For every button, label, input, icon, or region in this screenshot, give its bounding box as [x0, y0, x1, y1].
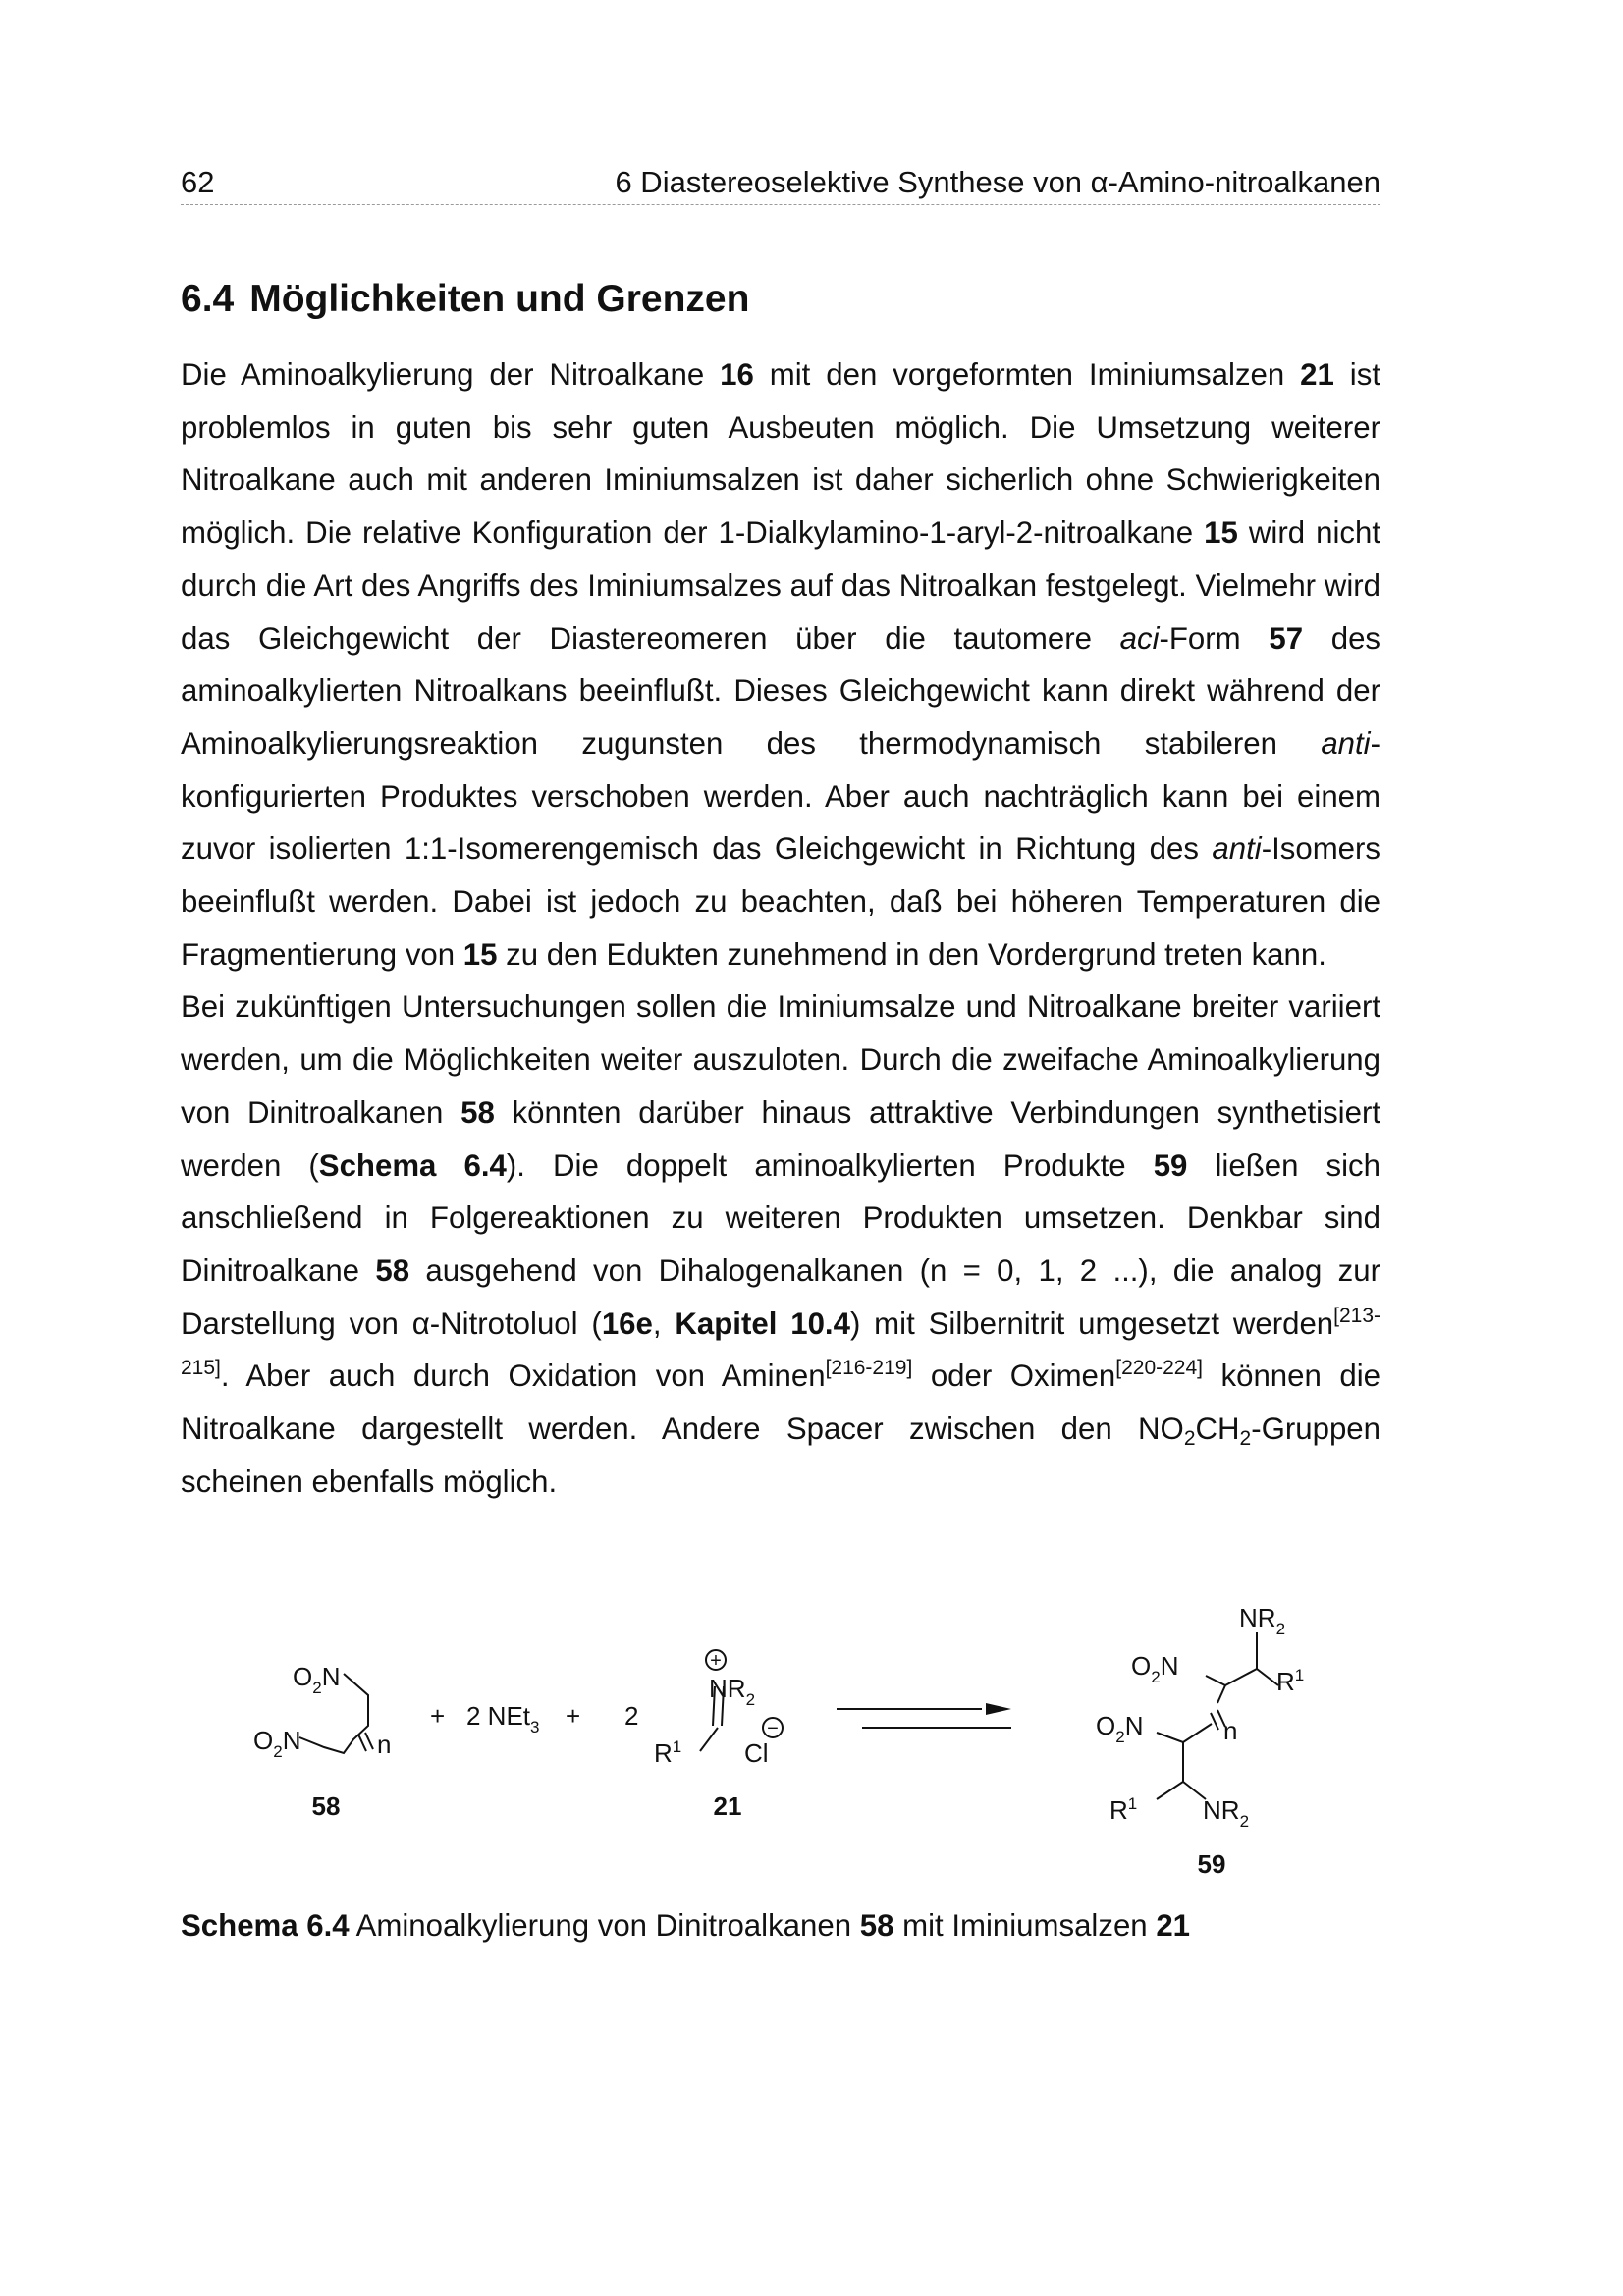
compound-ref: 58	[375, 1253, 410, 1288]
text-run: ausgehend von Dihalogenalkanen (n = 0, 1, 2 ...), die analog zur Darstellung von α-Nitrotoluol (	[181, 1253, 1380, 1341]
compound-ref: 15	[462, 936, 498, 972]
chapter-ref: Kapitel 10.4	[675, 1306, 850, 1341]
bond	[700, 1728, 718, 1751]
italic-term: anti	[1321, 725, 1371, 761]
text-run: ,	[652, 1306, 676, 1341]
compound-ref: 16e	[601, 1306, 653, 1341]
caption-label: Schema 6.4	[181, 1908, 350, 1943]
section-number: 6.4	[181, 278, 235, 320]
citation: [220-224]	[1115, 1357, 1203, 1380]
text-run: könnten darüber hinaus attraktive Verbindungen synthetisiert werden (	[181, 1095, 1380, 1183]
compound-ref: 57	[1269, 620, 1304, 656]
arrowhead	[986, 1703, 1011, 1715]
bond	[1257, 1632, 1278, 1685]
text-run: können die Nitroalkane dargestellt werden. Andere Spacer zwischen den NO	[181, 1359, 1380, 1447]
text-run: mit den vorgeformten Iminiumsalzen	[753, 357, 1301, 392]
index-label: n	[377, 1730, 392, 1759]
text-run: . Aber auch durch Oxidation von Aminen	[220, 1359, 826, 1394]
text-run: CH	[1195, 1412, 1240, 1447]
text-run: ) mit Silbernitrit umgesetzt werden	[849, 1306, 1334, 1341]
bond	[365, 1733, 373, 1749]
text-run: wird nicht durch die Art des Angriffs des Iminiumsalzes auf das Nitroalkan festgelegt. Vielmehr wird das Gleichgewicht der Diastereomeren über die tautomere	[181, 515, 1380, 656]
paragraph-2	[181, 981, 1380, 1508]
running-title: 6 Diastereoselektive Synthese von α-Amino-nitroalkanen	[615, 165, 1380, 199]
reagent-label: 2 NEt$_3$	[466, 1701, 540, 1736]
atom-label: $R^1$	[1276, 1666, 1305, 1696]
plus-sign: +	[430, 1701, 446, 1731]
scheme-ref: Schema 6.4	[318, 1148, 507, 1183]
citation: [213-215]	[181, 1304, 1381, 1380]
paragraph-1	[181, 348, 1380, 981]
bond	[1211, 1713, 1218, 1730]
compound-ref: 21	[1300, 357, 1334, 392]
text-run: oder Oximen	[912, 1359, 1116, 1394]
italic-term: anti	[1212, 831, 1262, 867]
compound-ref: 15	[1204, 515, 1238, 551]
atom-label: $NR_2$	[709, 1674, 756, 1709]
reaction-scheme	[0, 1580, 1623, 1895]
compound-ref: 16	[720, 357, 754, 392]
caption-text: mit Iminiumsalzen	[893, 1908, 1157, 1943]
running-header	[181, 161, 1380, 205]
atom-label: $O_2N$	[293, 1662, 341, 1697]
text-run: Die Aminoalkylierung der Nitroalkane	[181, 357, 721, 392]
text-run: zu den Edukten zunehmend in den Vordergrund treten kann.	[497, 936, 1326, 972]
compound-ref: 21	[1156, 1908, 1191, 1943]
subscript: 2	[1183, 1427, 1196, 1451]
coefficient: 2	[624, 1701, 639, 1731]
atom-label: $NR_2$	[1239, 1603, 1286, 1638]
atom-label: $O_2N$	[1096, 1711, 1144, 1746]
compound-ref: 59	[1153, 1148, 1188, 1183]
index-label: n	[1223, 1716, 1238, 1745]
citation: [216-219]	[825, 1357, 913, 1380]
plus-sign: +	[566, 1701, 581, 1731]
text-run: -Isomers beeinflußt werden. Dabei ist jedoch zu beachten, daß bei höheren Temperaturen die Fragmentierung von	[181, 831, 1380, 972]
compound-ref: 58	[460, 1095, 495, 1130]
text-run: ließen sich anschließend in Folgereaktionen zu weiteren Produkten umsetzen. Denkbar sind Dinitroalkane	[181, 1148, 1380, 1288]
bond	[1206, 1669, 1257, 1685]
italic-term: aci	[1119, 620, 1160, 656]
compound-ref: 58	[859, 1908, 894, 1943]
caption-text: Aminoalkylierung von Dinitroalkanen	[349, 1908, 860, 1943]
atom-label: $R^1$	[654, 1737, 682, 1768]
bond	[1157, 1742, 1183, 1799]
positive-charge: +	[710, 1650, 722, 1672]
bond	[1157, 1724, 1212, 1742]
text-run: Bei zukünftigen Untersuchungen sollen die Iminiumsalze und Nitroalkane breiter variiert werden, um die Möglichkeiten weiter auszuloten. Durch die zweifache Aminoalkylierung von Dinitroalkanen	[181, 989, 1380, 1130]
atom-label: $O_2N$	[253, 1726, 301, 1761]
counterion-label: Cl	[744, 1738, 769, 1768]
compound-label-21: 21	[713, 1791, 742, 1821]
atom-label: $O_2N$	[1131, 1651, 1179, 1686]
text-run: -Form	[1159, 620, 1270, 656]
text-run: -Gruppen scheinen ebenfalls möglich.	[181, 1412, 1380, 1499]
subscript: 2	[1239, 1427, 1252, 1451]
atom-label: $R^1$	[1109, 1794, 1138, 1825]
text-run: ). Die doppelt aminoalkylierten Produkte	[506, 1148, 1154, 1183]
compound-label-59: 59	[1197, 1849, 1226, 1879]
body-text	[181, 348, 1380, 1508]
text-run: ist problemlos in guten bis sehr guten Ausbeuten möglich. Die Umsetzung weiterer Nitroalkane auch mit anderen Iminiumsalzen ist daher sicherlich ohne Schwierigkeiten möglich. Die relative Konfiguration der 1-Dialkylamino-1-aryl-2-nitroalkane	[181, 357, 1380, 551]
page-number: 62	[181, 165, 215, 199]
scheme-caption	[181, 1908, 1190, 1944]
negative-charge: −	[767, 1718, 779, 1739]
section-heading	[181, 278, 749, 321]
bond	[1217, 1685, 1225, 1703]
bond	[358, 1735, 366, 1751]
atom-label: $NR_2$	[1203, 1795, 1250, 1831]
text-run: -konfigurierten Produktes verschoben werden. Aber auch nachträglich kann bei einem zuvor isolierten 1:1-Isomerengemisch das Gleichgewicht in Richtung des	[181, 725, 1380, 867]
section-title: Möglichkeiten und Grenzen	[249, 278, 750, 320]
text-run: des aminoalkylierten Nitroalkans beeinflußt. Dieses Gleichgewicht kann direkt während der Aminoalkylierungsreaktion zugunsten des thermodynamisch stabileren	[181, 620, 1381, 761]
compound-label-58: 58	[311, 1791, 341, 1821]
